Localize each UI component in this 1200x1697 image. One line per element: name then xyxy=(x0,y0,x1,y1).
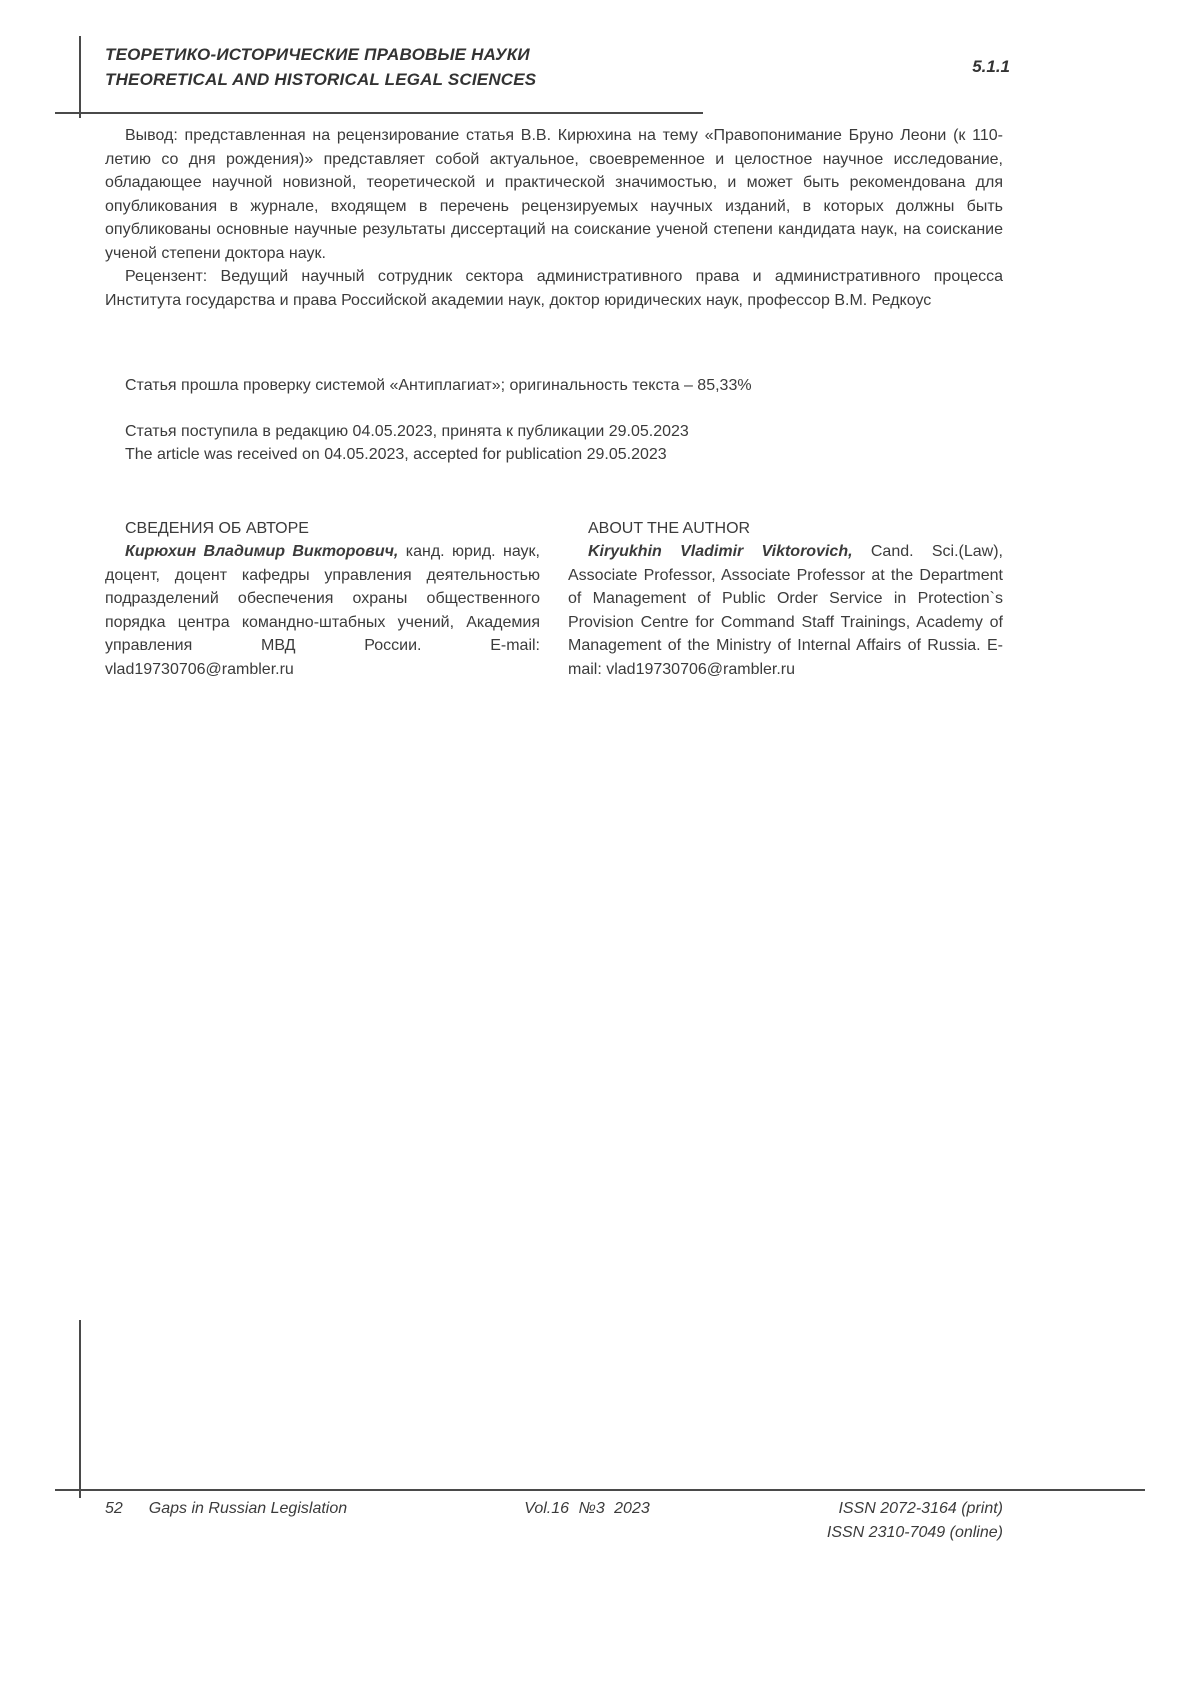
received-date-en: The article was received on 04.05.2023, accepted for publication 29.05.2023 xyxy=(125,446,667,463)
author-details-ru: канд. юрид. наук, доцент, доцент кафедры управления деятельностью подразделений обеспечения охраны общественного порядка центра командно-штабных учений, Академия управления МВД России. E-mail: vlad19730706@rambler.ru xyxy=(105,543,540,678)
page-header xyxy=(105,42,1010,92)
footer-rule xyxy=(55,1489,1145,1491)
author-name-en: Kiryukhin Vladimir Viktorovich, xyxy=(588,543,853,560)
conclusion-paragraph: Вывод: представленная на рецензирование статья В.В. Кирюхина на тему «Правопонимание Бруно Леони (к 110-летию со дня рождения)» представляет собой актуальное, своевременное и целостное научное исследование, обладающее научной новизной, теоретической и практической значимостью, и может быть рекомендована для опубликования в журнале, входящем в перечень рецензируемых научных изданий, в которых должны быть опубликованы основные научные результаты диссертаций на соискание ученой степени кандидата наук, на соискание ученой степени доктора наук. xyxy=(105,127,1003,262)
author-paragraph-en xyxy=(568,540,1003,681)
issue-info: Vol.16 №3 2023 xyxy=(524,1500,650,1517)
received-date-ru: Статья поступила в редакцию 04.05.2023, принята к публикации 29.05.2023 xyxy=(125,422,689,440)
author-info-columns xyxy=(105,517,1003,682)
section-title-ru: ТЕОРЕТИКО-ИСТОРИЧЕСКИЕ ПРАВОВЫЕ НАУКИ xyxy=(105,45,530,64)
author-paragraph-ru xyxy=(105,540,540,681)
author-details-en: Cand. Sci.(Law), Associate Professor, Associate Professor at the Department of Management of Public Order Service in Protection`s Provision Centre for Command Staff Trainings, Academy of Management of the Ministry of Internal Affairs of Russia. E-mail: vlad19730706@rambler.ru xyxy=(568,543,1003,678)
footer-vertical-rule xyxy=(79,1320,81,1498)
section-code: 5.1.1 xyxy=(972,57,1010,76)
author-info-en xyxy=(568,517,1003,682)
author-name-ru: Кирюхин Владимир Викторович, xyxy=(125,543,399,560)
section-titles xyxy=(105,42,536,92)
antiplagiarism-note: Статья прошла проверку системой «Антиплагиат»; оригинальность текста – 85,33% xyxy=(125,377,752,394)
article-body xyxy=(105,124,1003,681)
footer-left xyxy=(105,1497,347,1521)
section-title-en: THEORETICAL AND HISTORICAL LEGAL SCIENCES xyxy=(105,70,537,89)
author-heading-ru: СВЕДЕНИЯ ОБ АВТОРЕ xyxy=(125,519,309,537)
issn-print: ISSN 2072-3164 (print) xyxy=(838,1500,1003,1517)
issn-block xyxy=(827,1497,1003,1544)
page-number: 52 xyxy=(105,1500,123,1517)
header-vertical-rule xyxy=(79,36,81,118)
author-info-ru xyxy=(105,517,540,682)
page-footer xyxy=(105,1497,1003,1544)
header-rule xyxy=(55,112,703,114)
reviewer-paragraph: Рецензент: Ведущий научный сотрудник сектора административного права и административного процесса Института государства и права Российской академии наук, доктор юридических наук, профессор В.М. Редкоус xyxy=(105,268,1003,309)
issn-online: ISSN 2310-7049 (online) xyxy=(826,1523,1003,1541)
author-heading-en: ABOUT THE AUTHOR xyxy=(588,519,751,537)
journal-title: Gaps in Russian Legislation xyxy=(148,1500,348,1517)
